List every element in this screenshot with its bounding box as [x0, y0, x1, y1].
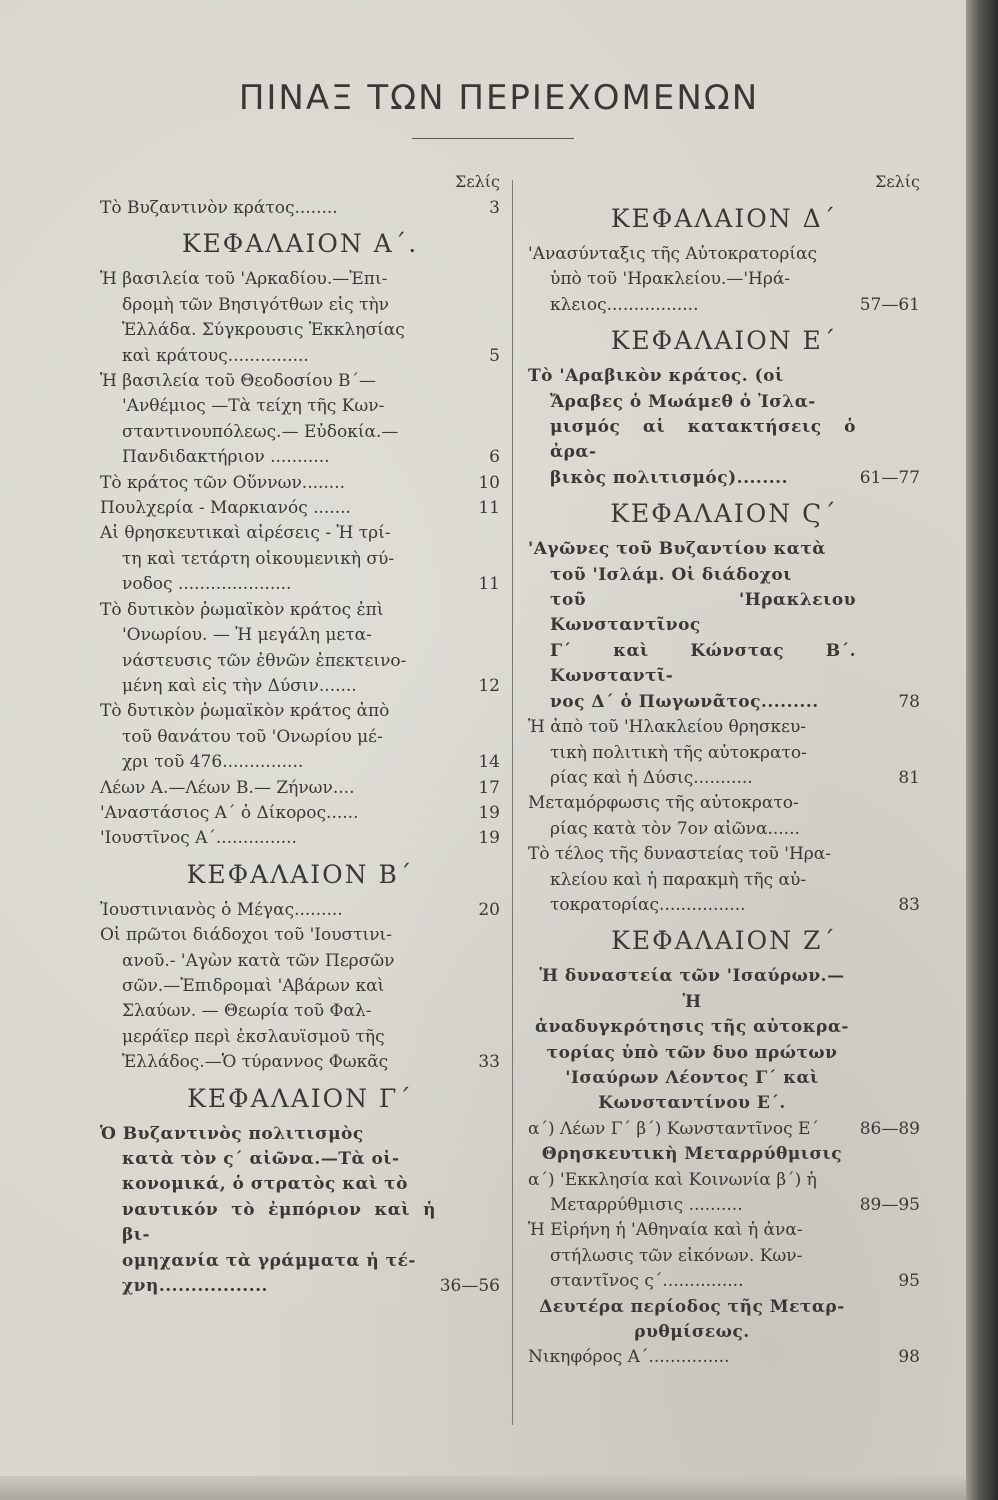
toc-entry-page: 78 — [898, 691, 920, 712]
toc-entry-page: 95 — [898, 1271, 920, 1292]
left-column — [100, 168, 500, 1299]
toc-entry-text: Λέων Α.—Λέων Β.— Ζήνων.... — [100, 777, 355, 798]
toc-entry — [100, 598, 500, 700]
column-divider — [512, 180, 513, 1425]
toc-entry-page: 3 — [489, 198, 500, 218]
toc-entry — [100, 196, 500, 221]
toc-entry-text: Αἱ θρησκευτικαὶ αἱρέσεις - Ἡ τρί- τη καὶ τετάρτη οἰκουμενικὴ σύ- νοδος ..................... — [100, 523, 395, 595]
toc-entry-page: 19 — [478, 802, 500, 823]
toc-entry-text: Τὸ δυτικὸν ῥωμαϊκὸν κράτος ἐπὶ 'Ονωρίου. — Ἡ μεγάλη μετα- νάστευσις τῶν ἐθνῶν ἐπεκτεινο- μένη καὶ εἰς τὴν Δύσιν....... — [100, 599, 407, 696]
toc-entry-page: 6 — [489, 447, 500, 468]
toc-entry — [528, 242, 920, 318]
toc-entry — [528, 1168, 920, 1219]
chapter-heading: ΚΕΦΑΛΑΙΟΝ Ε΄ — [610, 326, 838, 356]
toc-entry-page: 98 — [898, 1347, 920, 1368]
toc-entry — [100, 267, 500, 369]
right-entries — [528, 196, 920, 1371]
toc-entry — [100, 776, 500, 801]
page-column-label: Σελίς — [875, 172, 920, 191]
chapter-heading: ΚΕΦΑΛΑΙΟΝ Ζ΄ — [611, 926, 837, 956]
toc-entry — [528, 364, 920, 491]
toc-entry-page: 11 — [478, 574, 500, 595]
toc-entry-text: Τὸ Βυζαντινὸν κράτος........ — [100, 198, 338, 218]
toc-entry-text: α΄) 'Εκκλησία καὶ Κοινωνία β΄) ἡ Μεταρρύθμισις .......... — [528, 1169, 817, 1215]
toc-entry-text: Ἡ βασιλεία τοῦ 'Αρκαδίου.—Ἐπι- δρομὴ τῶν Βησιγότθων εἰς τὴν Ἑλλάδα. Σύγκρουσις Ἐκκλησίας καὶ κράτους............... — [100, 269, 405, 366]
toc-entry-page: 20 — [478, 899, 500, 920]
toc-entry — [528, 964, 920, 1116]
toc-entry-text: α΄) Λέων Γ΄ β΄) Κωνσταντῖνος Ε΄ — [528, 1118, 819, 1139]
toc-entry-text: 'Αναστάσιος Α΄ ὁ Δίκορος...... — [100, 802, 359, 823]
toc-entry-text: Τὸ δυτικὸν ῥωμαϊκὸν κράτος ἀπὸ τοῦ θανάτου τοῦ 'Ονωρίου μέ- χρι τοῦ 476............... — [100, 701, 390, 773]
toc-entry-text: Ἡ Εἰρήνη ἡ 'Αθηναία καὶ ἡ ἀνα- στήλωσις τῶν εἰκόνων. Κων- σταντῖνος ς΄............... — [528, 1220, 803, 1292]
toc-entry-text: Ἡ ἀπὸ τοῦ 'Ηλακλείου θρησκευ- τικὴ πολιτικὴ τῆς αὐτοκρατο- ρίας καὶ ἡ Δύσις........... — [528, 717, 807, 788]
toc-entry-text: 'Αγῶνες τοῦ Βυζαντίου κατὰ τοῦ 'Ισλάμ. Οἱ διάδοχοι τοῦ 'Ηρακλειου Κωνσταντῖνος Γ΄ καὶ Κώνστας Β΄. Κωνσταντῖ- νος Δ΄ ὁ Πωγωνᾶτος......... — [528, 539, 856, 712]
toc-entry — [528, 1345, 920, 1370]
toc-entry — [100, 826, 500, 851]
toc-entry — [528, 1295, 920, 1346]
toc-entry-page: 12 — [478, 675, 500, 696]
right-column — [528, 168, 920, 1371]
toc-entry-text: Οἱ πρῶτοι διάδοχοι τοῦ 'Ιουστινι- ανοῦ.- 'Αγὼν κατὰ τῶν Περσῶν σῶν.—Ἐπιδρομαὶ 'Αβάρων καὶ Σλαύων. — Θεωρία τοῦ Φαλ- μεράϊερ περὶ ἐκσλαυϊσμοῦ τῆς Ἑλλάδος.—Ὁ τύραννος Φωκᾶς — [100, 925, 395, 1073]
toc-entry — [100, 521, 500, 597]
toc-entry-page: 83 — [898, 894, 920, 915]
toc-entry-page: 14 — [478, 752, 500, 773]
toc-entry-text: Τὸ κράτος τῶν Οὕννων........ — [100, 472, 346, 493]
page-bottom-strip — [0, 1476, 966, 1500]
toc-entry — [100, 801, 500, 826]
chapter-heading: ΚΕΦΑΛΑΙΟΝ Α΄. — [181, 229, 419, 259]
title-rule — [412, 138, 574, 139]
toc-entry-text: Ἡ δυναστεία τῶν 'Ισαύρων.— Ἡ ἀναδυγκρότησις τῆς αὐτοκρα- τορίας ὑπὸ τῶν δυο πρώτων 'Ισαύρων Λέοντος Γ΄ καὶ Κωνσταντίνου Ε΄. — [535, 966, 849, 1114]
toc-entry — [100, 923, 500, 1075]
toc-entry — [528, 791, 920, 842]
toc-entry — [528, 537, 920, 715]
toc-entry-page: 17 — [478, 777, 500, 798]
toc-entry — [528, 715, 920, 791]
toc-entry — [100, 898, 500, 923]
toc-entry — [528, 842, 920, 918]
toc-entry-text: Νικηφόρος Α΄............... — [528, 1347, 730, 1368]
left-entries — [100, 196, 500, 1299]
toc-entry-text: Μεταμόρφωσις τῆς αὐτοκρατο- ρίας κατὰ τὸν 7ον αἰῶνα...... — [528, 793, 800, 839]
toc-entry-text: Δευτέρα περίοδος τῆς Μεταρ- ρυθμίσεως. — [539, 1296, 845, 1343]
toc-entry-page: 86—89 — [859, 1118, 920, 1139]
toc-entry-page: 11 — [478, 498, 500, 519]
toc-entry — [528, 1142, 920, 1167]
toc-entry-text: Θρησκευτικὴ Μεταρρύθμισις — [541, 1144, 843, 1165]
toc-entry — [528, 1218, 920, 1294]
page-title: ΠΙΝΑΞ ΤΩΝ ΠΕΡΙΕΧΟΜΕΝΩΝ — [238, 78, 760, 118]
chapter-heading: ΚΕΦΑΛΑΙΟΝ Δ΄ — [610, 204, 838, 233]
toc-entry-page: 36—56 — [439, 1276, 500, 1297]
toc-entry-page: 57—61 — [859, 294, 920, 315]
page-column-label: Σελίς — [455, 172, 500, 191]
toc-entry-text: Πουλχερία - Μαρκιανός ....... — [100, 498, 351, 519]
toc-entry — [100, 471, 500, 496]
toc-entry-page: 33 — [478, 1052, 500, 1073]
toc-entry — [100, 1122, 500, 1300]
toc-entry-text: Ἰουστινιανὸς ὁ Μέγας......... — [100, 899, 343, 920]
toc-entry-text: Ἡ βασιλεία τοῦ Θεοδοσίου Β΄— 'Ανθέμιος —Τὰ τείχη τῆς Κων- σταντινουπόλεως.— Εὐδοκία.— Πανδιδακτήριον ........... — [100, 371, 399, 468]
toc-entry — [100, 496, 500, 521]
toc-entry — [100, 699, 500, 775]
toc-entry-text: Τὸ τέλος τῆς δυναστείας τοῦ 'Ηρα- κλείου καὶ ἡ παρακμὴ τῆς αὐ- τοκρατορίας................ — [528, 844, 832, 915]
toc-entry-page: 19 — [478, 828, 500, 849]
toc-entry-page: 81 — [898, 767, 920, 788]
toc-entry-text: Τὸ 'Αραβικὸν κράτος. (οἱ Ἄραβες ὁ Μωάμεθ ὁ Ἰσλα- μισμός αἱ κατακτήσεις ὁ ἀρα- βικὸς πολιτισμός)........ — [528, 366, 856, 488]
toc-entry-text: Ὁ Βυζαντινὸς πολιτισμὸς κατὰ τὸν ς΄ αἰῶνα.—Τὰ οἰ- κονομικά, ὁ στρατὸς καὶ τὸ ναυτικόν τὸ ἐμπόριον καὶ ἡ βι- ομηχανία τὰ γράμματα ἡ τέ- χνη................. — [100, 1123, 436, 1297]
chapter-heading: ΚΕΦΑΛΑΙΟΝ Β΄ — [186, 859, 414, 889]
book-binding-edge — [966, 0, 998, 1500]
chapter-heading: ΚΕΦΑΛΑΙΟΝ Ϛ΄ — [610, 499, 838, 529]
toc-entry — [100, 369, 500, 471]
toc-entry-page: 61—77 — [859, 467, 920, 488]
toc-entry — [528, 1117, 920, 1142]
toc-entry-text: 'Ανασύνταξις τῆς Αὐτοκρατορίας ὑπὸ τοῦ 'Ηρακλείου.—'Ηρά- κλειος................. — [528, 244, 818, 315]
toc-entry-page: 5 — [489, 345, 500, 366]
toc-entry-page: 10 — [478, 472, 500, 493]
toc-entry-text: 'Ιουστῖνος Α΄............... — [100, 828, 297, 849]
toc-entry-page: 89—95 — [859, 1195, 920, 1215]
chapter-heading: ΚΕΦΑΛΑΙΟΝ Γ΄ — [187, 1083, 413, 1113]
